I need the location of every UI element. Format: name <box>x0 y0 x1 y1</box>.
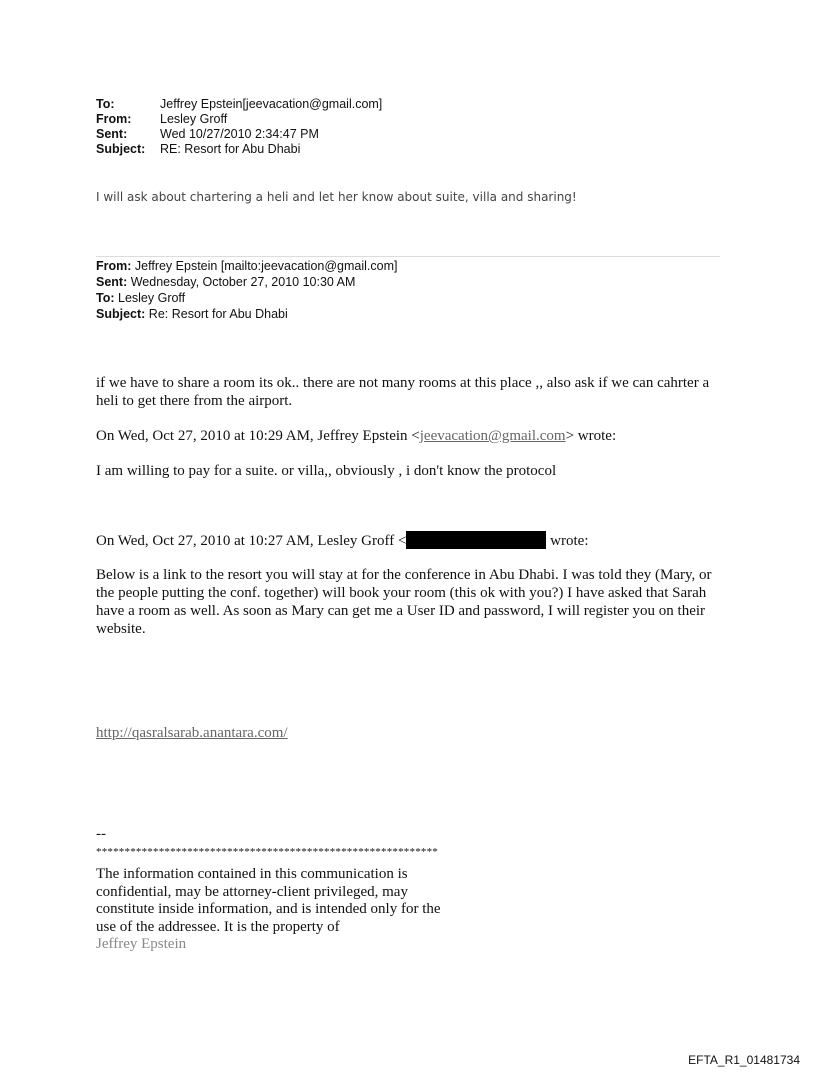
email-link[interactable]: jeevacation@gmail.com <box>419 428 566 444</box>
resort-url-line <box>96 724 288 742</box>
signature-stars: ************************************************************ <box>96 846 438 858</box>
attribution-2-suffix: wrote: <box>546 533 589 549</box>
quoted-sent-value: Wednesday, October 27, 2010 10:30 AM <box>127 275 356 289</box>
quoted-from-row <box>96 258 397 274</box>
header-sent-row <box>96 127 382 142</box>
attribution-2-prefix: On Wed, Oct 27, 2010 at 10:27 AM, Lesley Groff < <box>96 533 407 549</box>
quoted-to-label: To: <box>96 291 115 305</box>
quoted-to-value: Lesley Groff <box>114 291 186 305</box>
email-header <box>96 97 382 157</box>
document-id: EFTA_R1_01481734 <box>688 1053 800 1067</box>
thread-paragraph-1: if we have to share a room its ok.. there are not many rooms at this place ,, also ask if we can cahrter a heli to get there from the airport. <box>96 375 710 409</box>
header-to-row <box>96 97 382 112</box>
to-value: Jeffrey Epstein[jeevacation@gmail.com] <box>160 97 383 111</box>
header-from-row <box>96 112 382 127</box>
disclaimer-owner: Jeffrey Epstein <box>96 936 187 952</box>
sent-label: Sent: <box>96 127 128 141</box>
thread-attribution-2 <box>96 531 716 550</box>
thread-paragraph-3: Below is a link to the resort you will stay at for the conference in Abu Dhabi. I was told they (Mary, or the people putting the conf. together) will book your room (this ok with you?) I have asked that Sarah have a room as well. As soon as Mary can get me a User ID and password, I will register you on their website. <box>96 567 712 637</box>
subject-value: RE: Resort for Abu Dhabi <box>160 142 301 156</box>
signature-separator: -- <box>96 826 106 842</box>
from-value: Lesley Groff <box>160 112 228 126</box>
header-subject-row <box>96 142 382 157</box>
thread-paragraph-2: I am willing to pay for a suite. or villa,, obviously , i don't know the protocol <box>96 463 557 479</box>
from-label: From: <box>96 112 132 126</box>
attribution-1-suffix: > wrote: <box>565 428 617 444</box>
quoted-to-row <box>96 290 397 306</box>
quoted-sent-row <box>96 274 397 290</box>
quoted-subject-value: Re: Resort for Abu Dhabi <box>145 307 288 321</box>
attribution-1-prefix: On Wed, Oct 27, 2010 at 10:29 AM, Jeffrey Epstein < <box>96 428 420 444</box>
quoted-header <box>96 258 397 322</box>
redaction-block <box>406 531 546 549</box>
quoted-from-value: Jeffrey Epstein [mailto:jeevacation@gmail.com] <box>131 259 398 273</box>
quoted-subject-label: Subject: <box>96 307 146 321</box>
resort-link[interactable]: http://qasralsarab.anantara.com/ <box>96 725 288 741</box>
quoted-from-label: From: <box>96 259 132 273</box>
quote-divider <box>96 256 720 257</box>
subject-label: Subject: <box>96 142 146 156</box>
quoted-subject-row <box>96 306 397 322</box>
confidentiality-disclaimer <box>96 866 456 954</box>
quoted-sent-label: Sent: <box>96 275 128 289</box>
sent-value: Wed 10/27/2010 2:34:47 PM <box>160 127 319 141</box>
disclaimer-text: The information contained in this communication is confidential, may be attorney-client privileged, may constitute inside information, and is intended only for the use of the addressee. It is the property of <box>96 866 441 935</box>
thread-attribution-1 <box>96 427 716 445</box>
to-label: To: <box>96 97 115 111</box>
reply-body: I will ask about chartering a heli and let her know about suite, villa and sharing! <box>96 190 577 204</box>
